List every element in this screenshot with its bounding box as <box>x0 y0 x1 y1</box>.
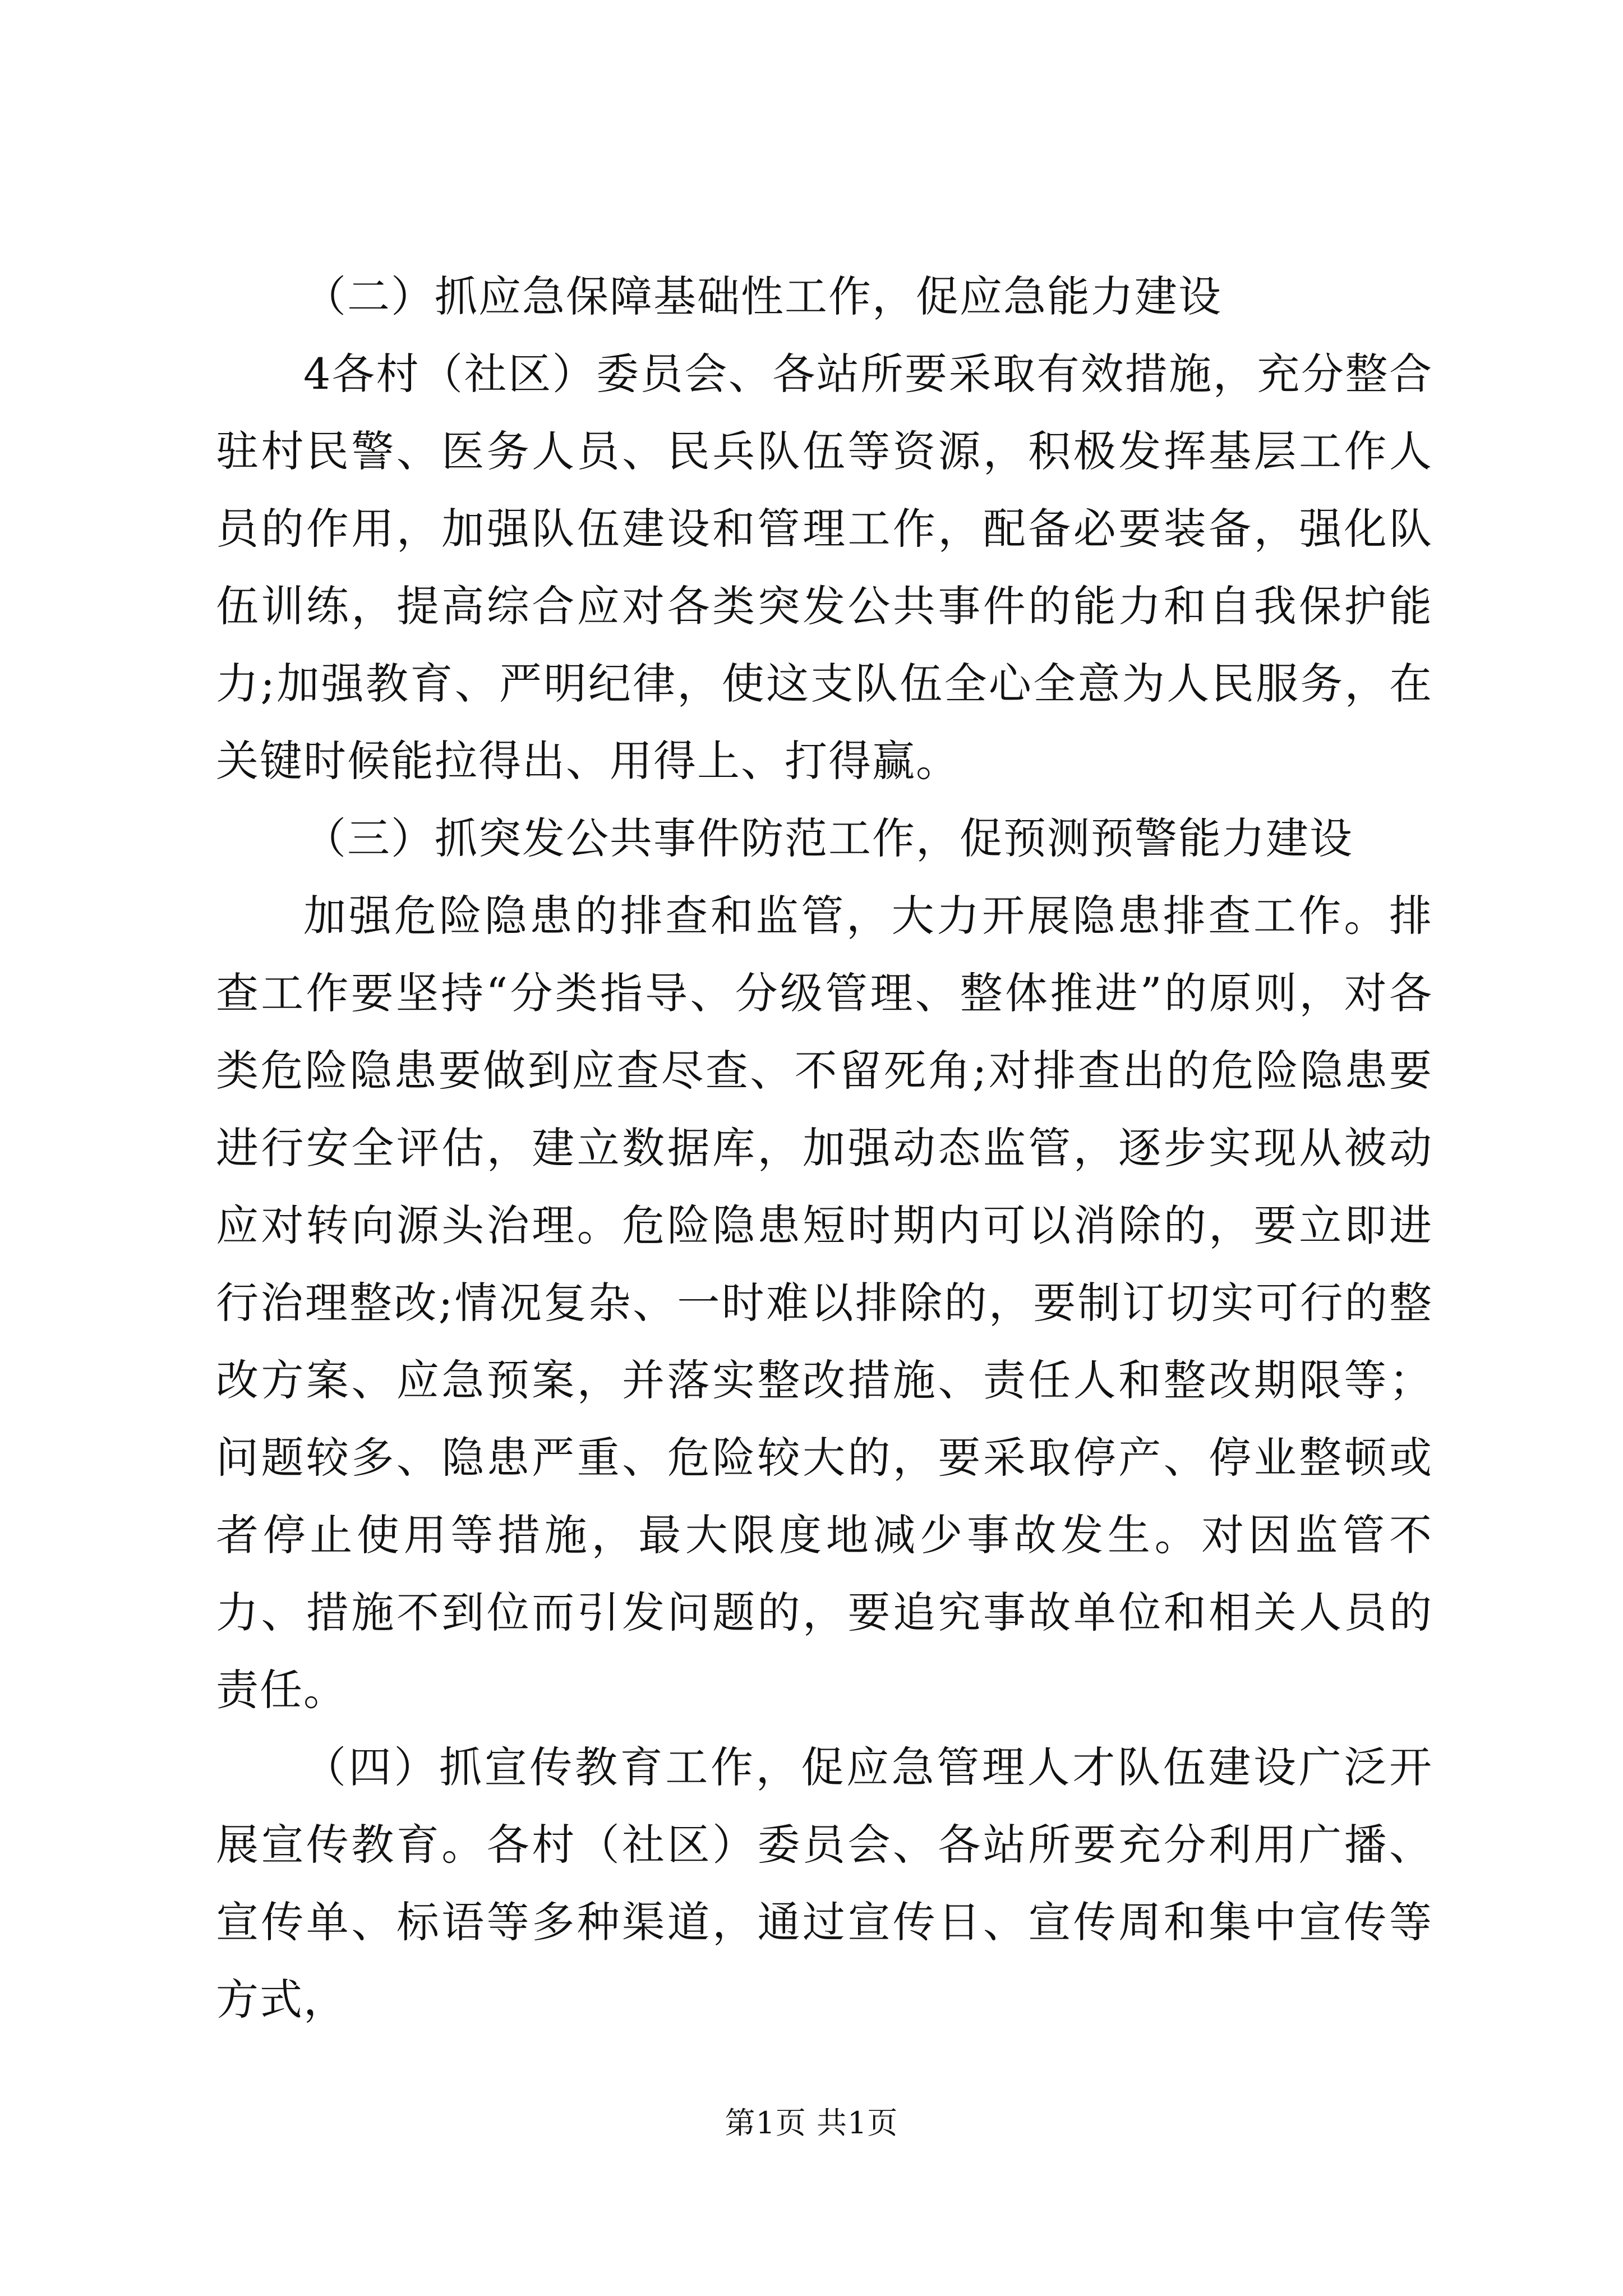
body-paragraph-2: 加强危险隐患的排查和监管，大力开展隐患排查工作。排查工作要坚持“分类指导、分级管理、整体推进”的原则，对各类危险隐患要做到应查尽查、不留死角;对排查出的危险隐患要进行安全评估，建立数据库，加强动态监管，逐步实现从被动应对转向源头治理。危险隐患短时期内可以消除的，要立即进行治理整改;情况复杂、一时难以排除的，要制订切实可行的整改方案、应急预案，并落实整改措施、责任人和整改期限等；问题较多、隐患严重、危险较大的，要采取停产、停业整顿或者停止使用等措施，最大限度地减少事故发生。对因监管不力、措施不到位而引发问题的，要追究事故单位和相关人员的责任。 <box>216 891 1433 1715</box>
page-footer: 第1页 共1页 <box>725 2105 898 2141</box>
body-paragraph-3: （四）抓宣传教育工作，促应急管理人才队伍建设广泛开展宣传教育。各村（社区）委员会、各站所要充分利用广播、宣传单、标语等多种渠道，通过宣传日、宣传周和集中宣传等方式， <box>216 1742 1433 2024</box>
section-heading-2: （二）抓应急保障基础性工作，促应急能力建设 <box>303 272 1222 321</box>
body-paragraph-1: 4各村（社区）委员会、各站所要采取有效措施，充分整合驻村民警、医务人员、民兵队伍等资源，积极发挥基层工作人员的作用，加强队伍建设和管理工作，配备必要装备，强化队伍训练，提高综合应对各类突发公共事件的能力和自我保护能力;加强教育、严明纪律，使这支队伍全心全意为人民服务，在关键时候能拉得出、用得上、打得赢。 <box>216 349 1433 786</box>
document-body <box>216 258 1433 2039</box>
section-heading-3: （三）抓突发公共事件防范工作，促预测预警能力建设 <box>303 813 1353 863</box>
